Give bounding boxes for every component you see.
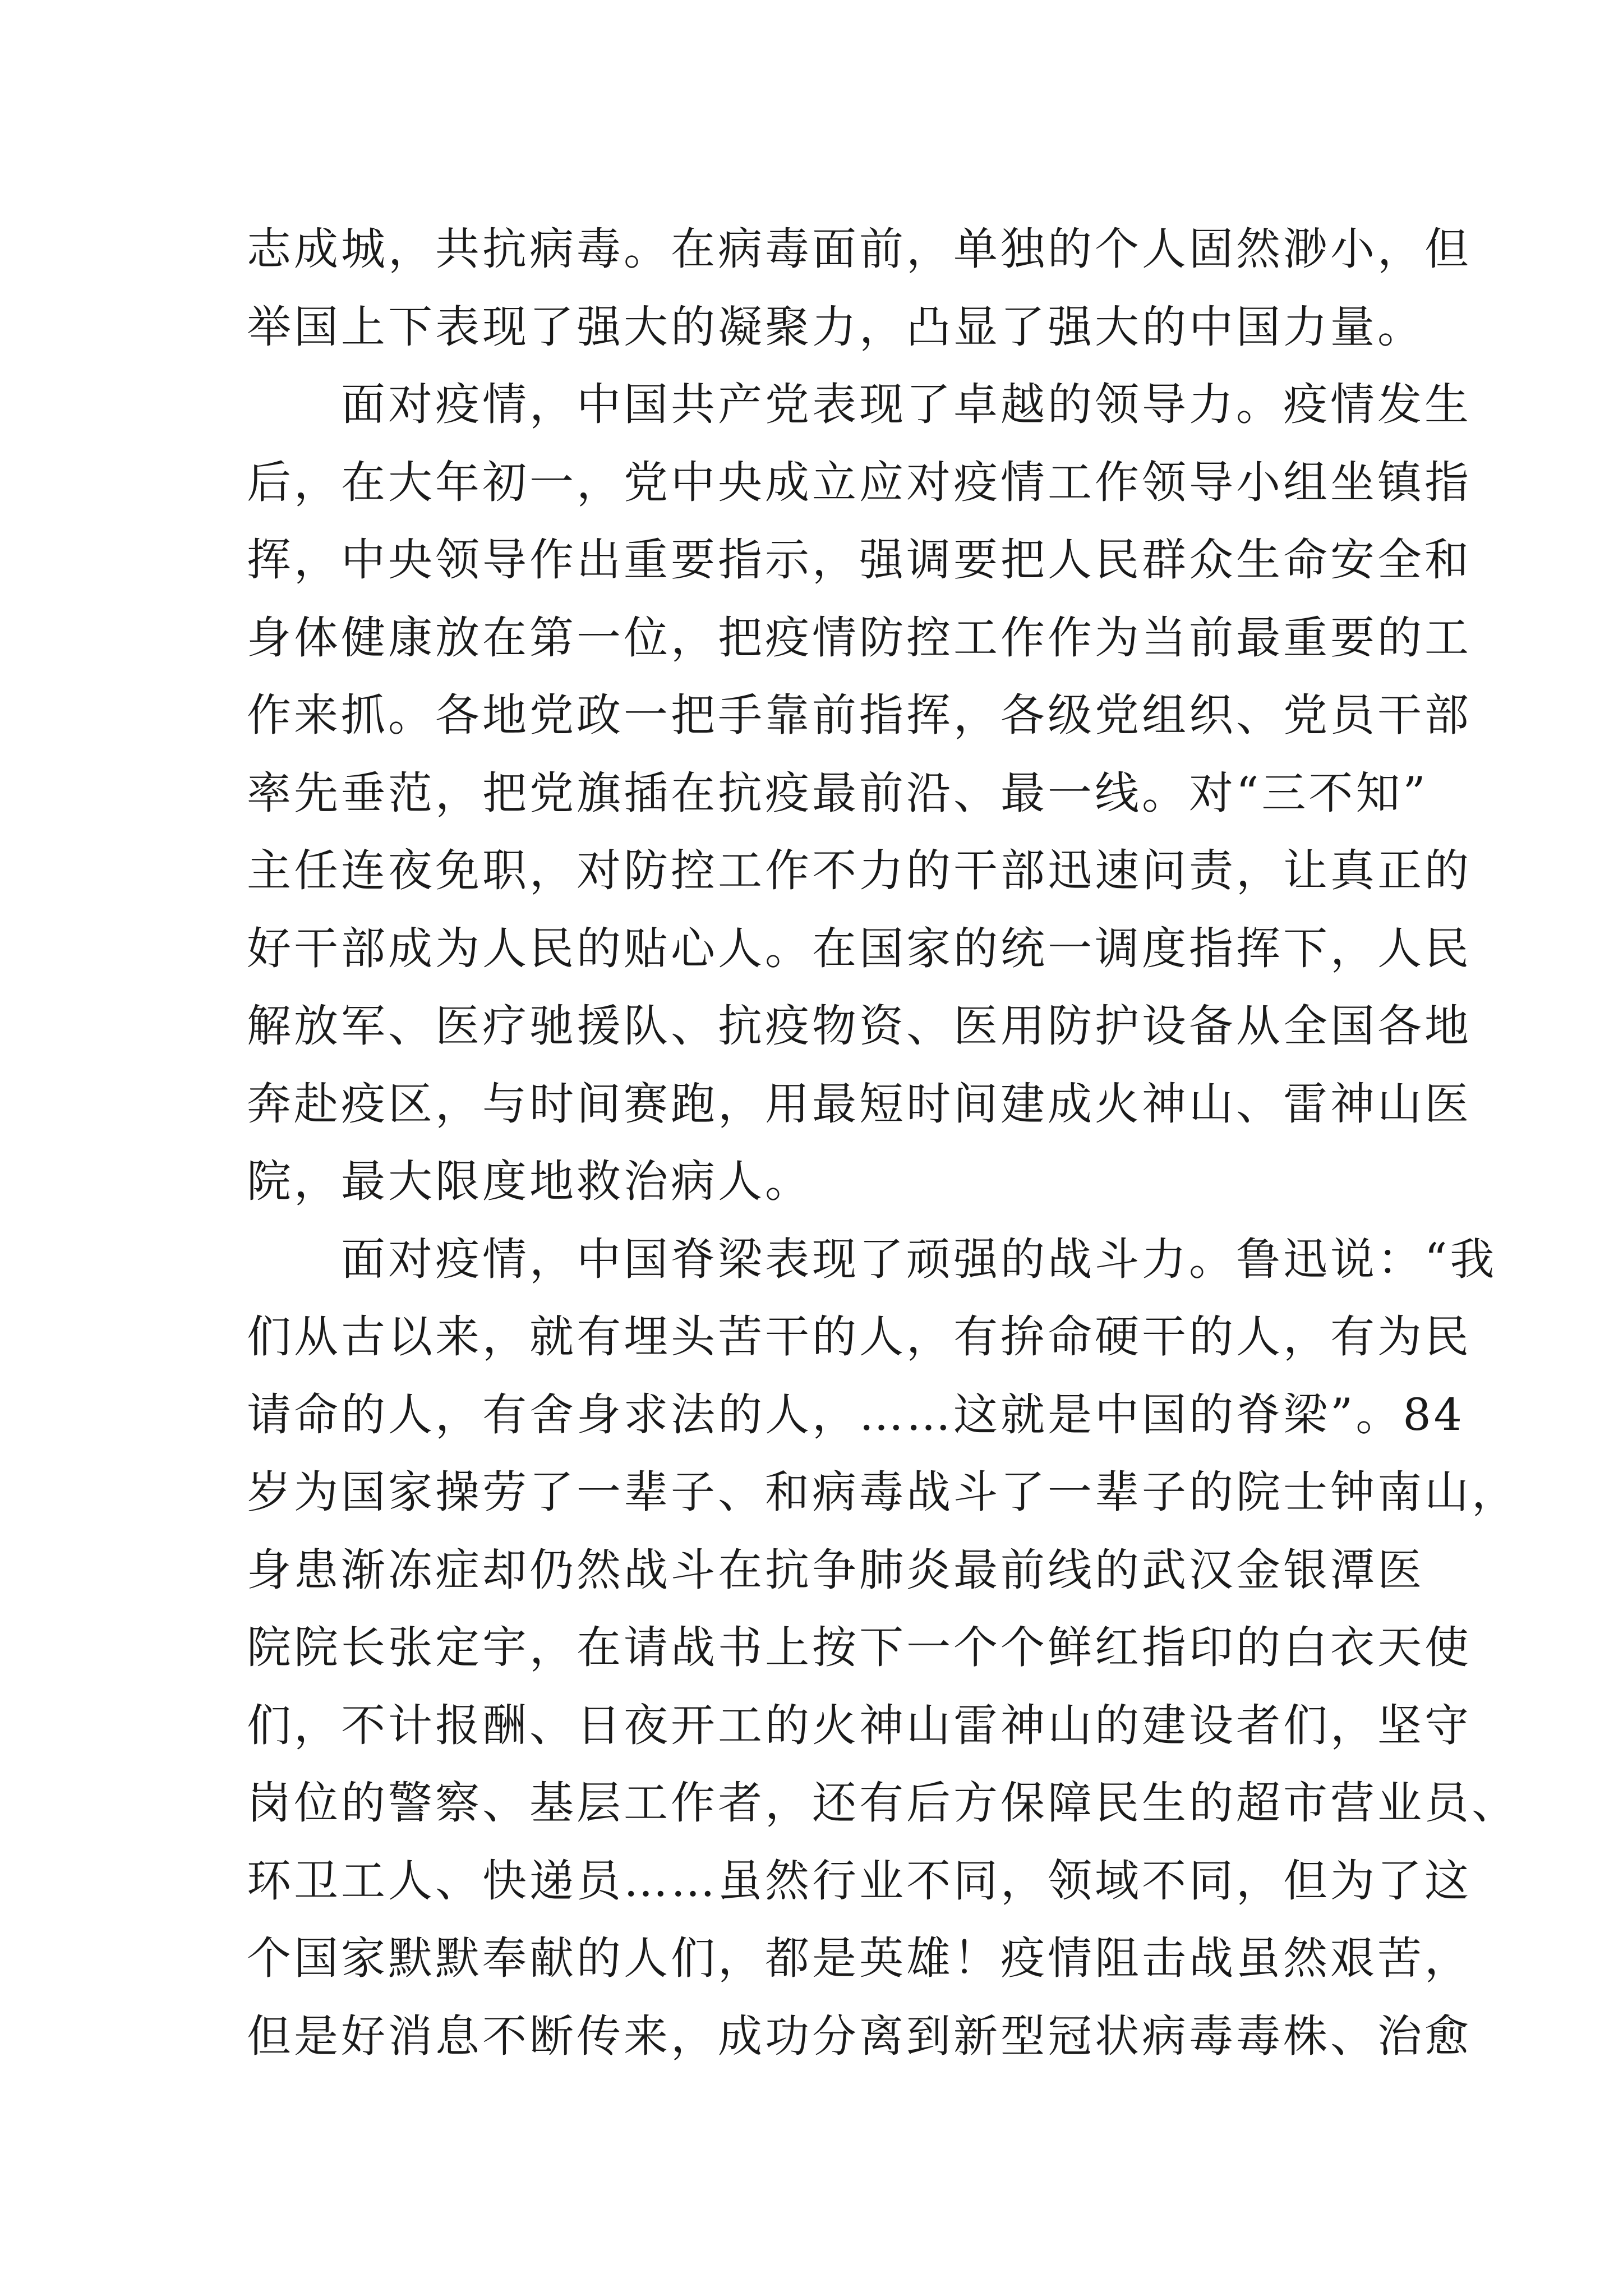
text-line: 岗位的警察、基层工作者，还有后方保障民生的超市营业员、 [247,1777,1519,1829]
text-line: 后，在大年初一，党中央成立应对疫情工作领导小组坐镇指 [247,456,1472,508]
text-line: 解放军、医疗驰援队、抗疫物资、医用防护设备从全国各地 [247,1000,1472,1052]
text-line: 院院长张定宇，在请战书上按下一个个鲜红指印的白衣天使 [247,1622,1472,1673]
paragraph-first-line: 面对疫情，中国共产党表现了卓越的领导力。疫情发生 [341,379,1472,430]
text-line: 但是好消息不断传来，成功分离到新型冠状病毒毒株、治愈 [247,2010,1472,2062]
text-line: 志成城，共抗病毒。在病毒面前，单独的个人固然渺小，但 [247,223,1472,275]
paragraph-first-line: 面对疫情，中国脊梁表现了顽强的战斗力。鲁迅说：“我 [341,1233,1497,1285]
text-line: 岁为国家操劳了一辈子、和病毒战斗了一辈子的院士钟南山， [247,1466,1519,1518]
text-line: 好干部成为人民的贴心人。在国家的统一调度指挥下，人民 [247,922,1472,974]
text-line: 挥，中央领导作出重要指示，强调要把人民群众生命安全和 [247,534,1472,586]
text-line: 身体健康放在第一位，把疫情防控工作作为当前最重要的工 [247,611,1472,664]
text-line: 个国家默默奉献的人们，都是英雄！疫情阻击战虽然艰苦， [247,1932,1472,1984]
text-line: 奔赴疫区，与时间赛跑，用最短时间建成火神山、雷神山医 [247,1078,1472,1130]
body-text [247,210,1519,2075]
text-line: 请命的人，有舍身求法的人，……这就是中国的脊梁”。84 [247,1388,1465,1441]
text-line: 主任连夜免职，对防控工作不力的干部迅速问责，让真正的 [247,845,1472,896]
text-line: 们，不计报酬、日夜开工的火神山雷神山的建设者们，坚守 [247,1699,1472,1751]
text-line: 率先垂范，把党旗插在抗疫最前沿、最一线。对“三不知” [247,767,1428,819]
text-line: 院，最大限度地救治病人。 [247,1156,812,1207]
text-line: 举国上下表现了强大的凝聚力，凸显了强大的中国力量。 [247,301,1424,353]
text-line: 作来抓。各地党政一把手靠前指挥，各级党组织、党员干部 [247,689,1472,741]
text-line: 环卫工人、快递员……虽然行业不同，领域不同，但为了这 [247,1855,1472,1907]
text-line: 们从古以来，就有埋头苦干的人，有拚命硬干的人，有为民 [247,1311,1472,1363]
text-line: 身患渐冻症却仍然战斗在抗争肺炎最前线的武汉金银潭医 [247,1544,1424,1596]
